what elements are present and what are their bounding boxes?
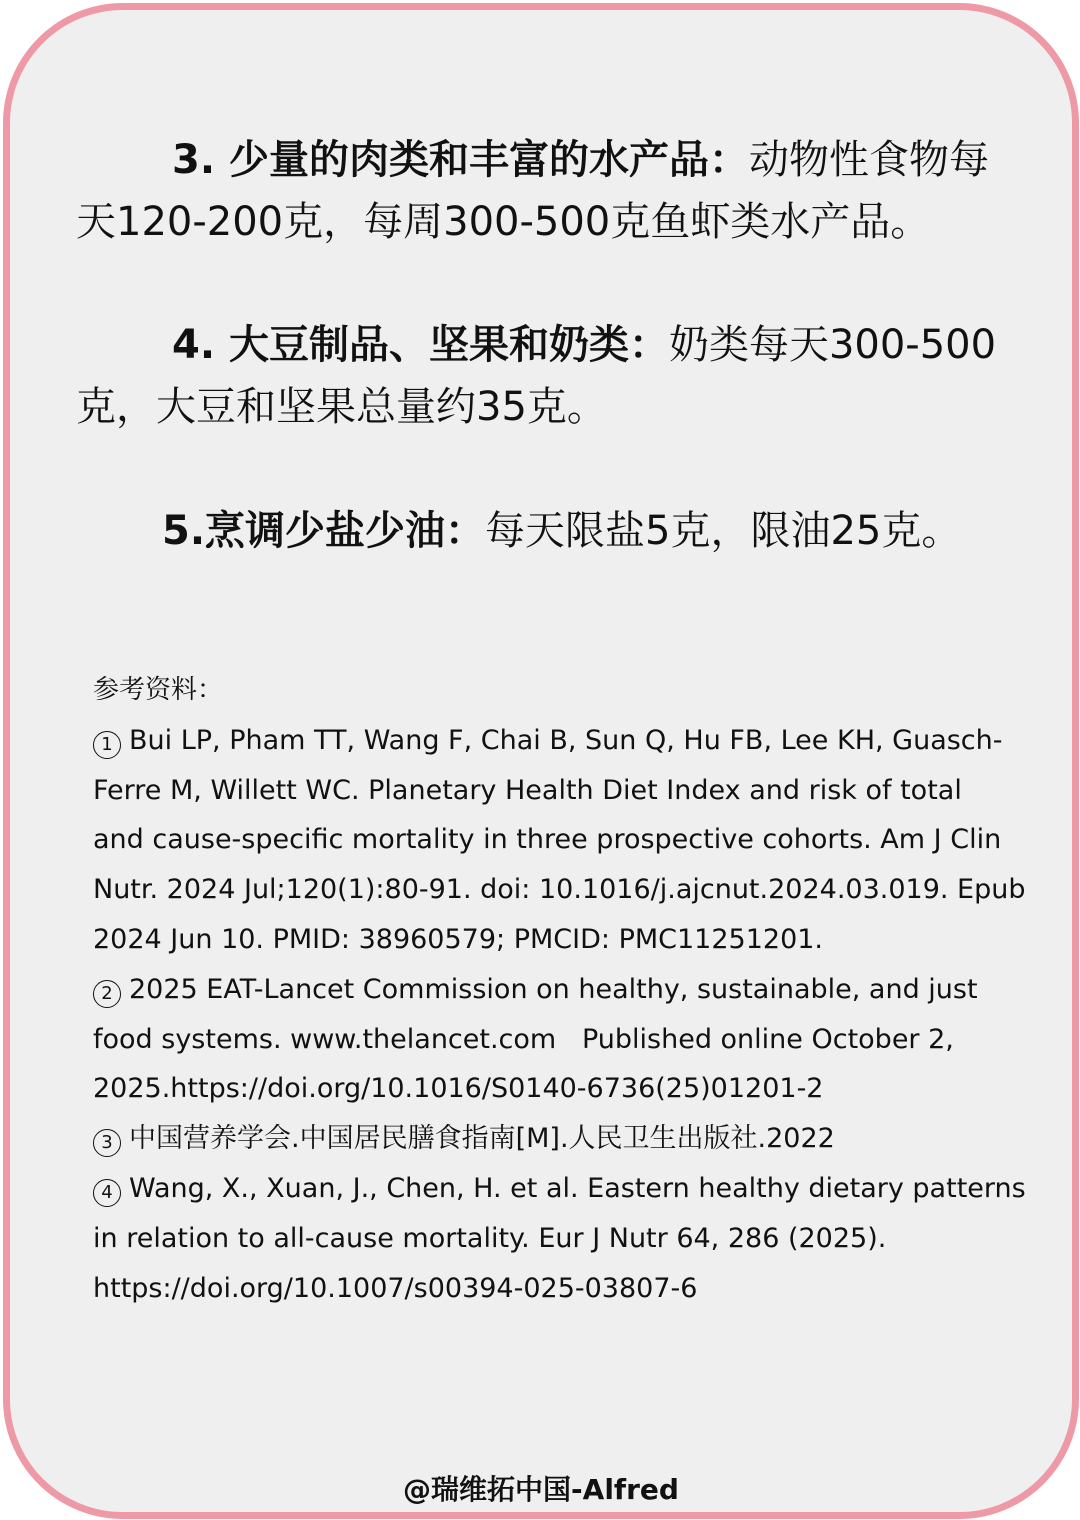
reference-4-line-1-text: Wang, X., Xuan, J., Chen, H. et al. Eastern healthy dietary patterns: [129, 1172, 1026, 1204]
reference-1-line-4: Nutr. 2024 Jul;120(1):80-91. doi: 10.1016/j.ajcnut.2024.03.019. Epub: [93, 874, 1026, 906]
reference-1-line-1: [93, 716, 1013, 766]
reference-2-line-1-text: 2025 EAT-Lancet Commission on healthy, sustainable, and just: [129, 973, 978, 1005]
guideline-item-5-text: 每天限盐5克，限油25克。: [485, 508, 962, 554]
guideline-item-4: [76, 314, 1006, 438]
reference-4-line-1: [93, 1164, 1026, 1214]
reference-number-1: 1: [93, 731, 121, 759]
reference-2-line-1: [93, 965, 1013, 1015]
guideline-item-5-line1: [76, 500, 1006, 562]
reference-number-3: 3: [93, 1129, 121, 1157]
guideline-item-4-text: 奶类每天300-500: [668, 322, 997, 368]
reference-number-2: 2: [93, 980, 121, 1008]
author-credit: @瑞维拓中国-Alfred: [403, 1473, 679, 1506]
guideline-item-3: [76, 129, 1006, 253]
guideline-item-3-line2: 天120-200克，每周300-500克鱼虾类水产品。: [76, 199, 931, 245]
references-section: [93, 666, 1026, 1313]
reference-4-line-3: https://doi.org/10.1007/s00394-025-03807-6: [93, 1272, 698, 1304]
reference-2-line-2: food systems. www.thelancet.com Published online October 2,: [93, 1023, 954, 1055]
guideline-item-5-lead: 5.烹调少盐少油：: [162, 508, 486, 554]
reference-1-line-3: and cause-specific mortality in three prospective cohorts. Am J Clin: [93, 824, 1002, 856]
guideline-item-3-text: 动物性食物每: [748, 137, 989, 183]
guideline-item-3-line1: [76, 129, 1006, 191]
reference-number-4: 4: [93, 1179, 121, 1207]
reference-1-line-1-text: Bui LP, Pham TT, Wang F, Chai B, Sun Q, Hu FB, Lee KH, Guasch-: [129, 724, 1003, 756]
references-title: 参考资料：: [93, 675, 224, 705]
reference-2-line-3: 2025.https://doi.org/10.1016/S0140-6736(25)01201-2: [93, 1073, 824, 1105]
reference-4-line-2: in relation to all-cause mortality. Eur J Nutr 64, 286 (2025).: [93, 1222, 887, 1254]
content-card: [3, 3, 1079, 1519]
guideline-item-3-lead: 3. 少量的肉类和丰富的水产品：: [172, 137, 749, 183]
guideline-item-4-line1: [76, 314, 1006, 376]
guideline-item-4-line2: 克，大豆和坚果总量约35克。: [76, 384, 607, 430]
guideline-item-5: [76, 500, 1006, 562]
reference-1-line-2: Ferre M, Willett WC. Planetary Health Diet Index and risk of total: [93, 774, 962, 806]
guideline-item-4-lead: 4. 大豆制品、坚果和奶类：: [172, 322, 669, 368]
reference-3-line-1: [93, 1114, 1013, 1164]
reference-1-line-5: 2024 Jun 10. PMID: 38960579; PMCID: PMC11251201.: [93, 923, 824, 955]
reference-3-line-1-text: 中国营养学会.中国居民膳食指南[M].人民卫生出版社.2022: [129, 1123, 835, 1155]
